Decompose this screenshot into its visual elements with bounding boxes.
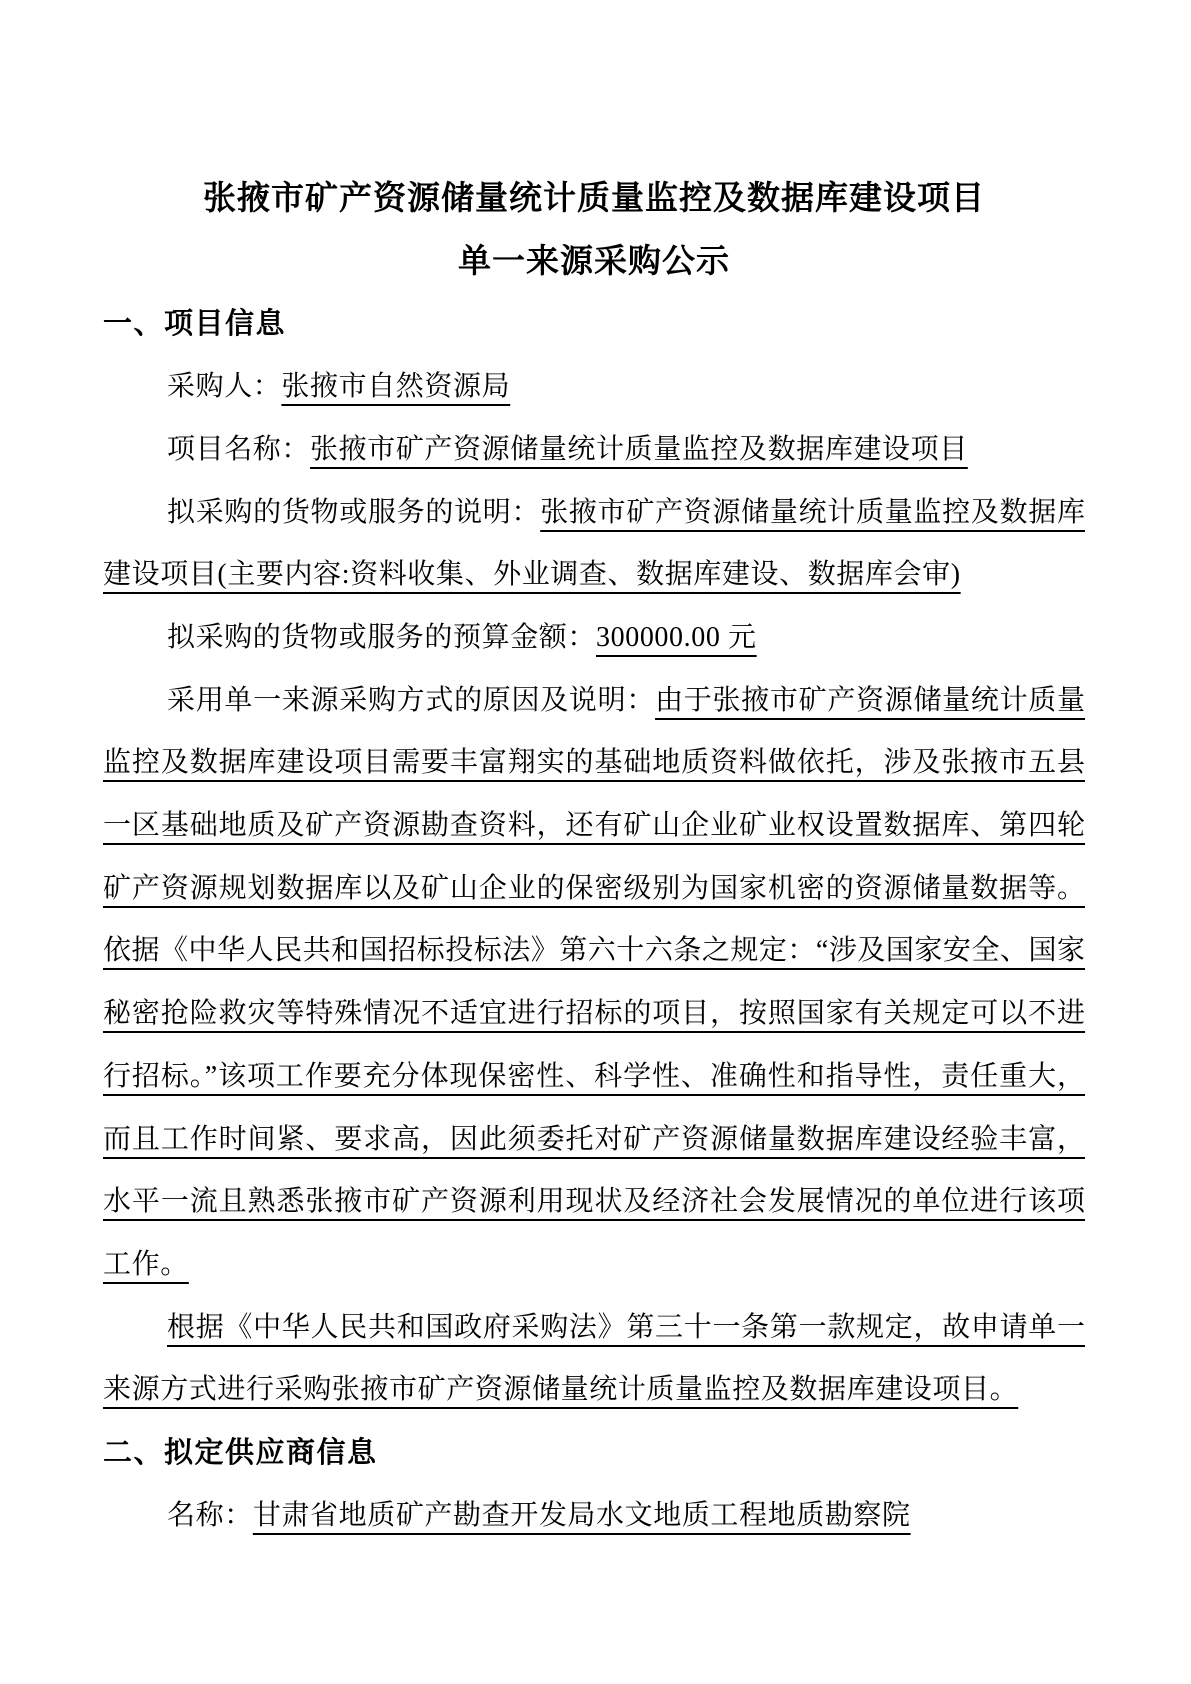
- reason-line-4: [103, 866, 1085, 912]
- reason-line-7: [103, 1054, 1085, 1100]
- reason-line-2-value: 监控及数据库建设项目需要丰富翔实的基础地质资料做依托，涉及张掖市五县: [103, 747, 1085, 779]
- supplier-name-line: [103, 1493, 1085, 1539]
- budget-line-value: 300000.00 元: [596, 621, 757, 653]
- project-name-line: [103, 427, 1085, 473]
- reason-line-1-label: 采用单一来源采购方式的原因及说明：: [167, 684, 656, 716]
- reason-line-1-value: 由于张掖市矿产资源储量统计质量: [655, 684, 1085, 716]
- reason-line-7-value: 行招标。”该项工作要充分体现保密性、科学性、准确性和指导性，责任重大，: [103, 1060, 1085, 1092]
- goods-description-line-2-value: 建设项目(主要内容:资料收集、外业调查、数据库建设、数据库会审): [103, 559, 961, 591]
- project-name-line-label: 项目名称：: [167, 433, 311, 465]
- reason-line-9-value: 水平一流且熟悉张掖市矿产资源利用现状及经济社会发展情况的单位进行该项: [103, 1186, 1085, 1218]
- section-1-heading: [103, 301, 1085, 347]
- reason-line-8: [103, 1117, 1085, 1163]
- legal-basis-line-1: [103, 1305, 1085, 1351]
- reason-line-6-value: 秘密抢险救灾等特殊情况不适宜进行招标的项目，按照国家有关规定可以不进: [103, 998, 1085, 1030]
- goods-description-line-2: [103, 552, 1085, 598]
- goods-description-line-1: [103, 490, 1085, 536]
- purchaser-line-label: 采购人：: [167, 371, 282, 403]
- reason-line-2: [103, 740, 1085, 786]
- budget-line-label: 拟采购的货物或服务的预算金额：: [167, 621, 597, 653]
- goods-description-line-1-value: 张掖市矿产资源储量统计质量监控及数据库: [540, 496, 1085, 528]
- legal-basis-line-2: [103, 1367, 1085, 1413]
- supplier-name-line-label: 名称：: [167, 1499, 253, 1531]
- reason-line-10-value: 工作。: [103, 1248, 189, 1280]
- doc-subtitle: [103, 239, 1085, 285]
- reason-line-4-value: 矿产资源规划数据库以及矿山企业的保密级别为国家机密的资源储量数据等。: [103, 872, 1085, 904]
- section-2-heading-label: 二、拟定供应商信息: [103, 1437, 378, 1469]
- reason-line-5: [103, 928, 1085, 974]
- reason-line-9: [103, 1179, 1085, 1225]
- purchaser-line-value: 张掖市自然资源局: [281, 371, 511, 403]
- doc-subtitle-label: 单一来源采购公示: [458, 243, 730, 280]
- section-2-heading: [103, 1430, 1085, 1476]
- reason-line-8-value: 而且工作时间紧、要求高，因此须委托对矿产资源储量数据库建设经验丰富，: [103, 1123, 1085, 1155]
- reason-line-5-value: 依据《中华人民共和国招标投标法》第六十六条之规定：“涉及国家安全、国家: [103, 935, 1085, 967]
- budget-line: [103, 615, 1085, 661]
- doc-title: [103, 176, 1085, 222]
- legal-basis-line-2-value: 来源方式进行采购张掖市矿产资源储量统计质量监控及数据库建设项目。: [103, 1374, 1019, 1406]
- supplier-name-line-value: 甘肃省地质矿产勘查开发局水文地质工程地质勘察院: [252, 1499, 911, 1531]
- reason-line-6: [103, 991, 1085, 1037]
- reason-line-10: [103, 1242, 1085, 1288]
- reason-line-3-value: 一区基础地质及矿产资源勘查资料，还有矿山企业矿业权设置数据库、第四轮: [103, 810, 1085, 841]
- purchaser-line: [103, 364, 1085, 410]
- project-name-line-value: 张掖市矿产资源储量统计质量监控及数据库建设项目: [310, 433, 968, 465]
- section-1-heading-label: 一、项目信息: [103, 308, 287, 341]
- legal-basis-line-1-value: 根据《中华人民共和国政府采购法》第三十一条第一款规定，故申请单一: [167, 1311, 1085, 1343]
- reason-line-1: [103, 678, 1085, 724]
- doc-title-label: 张掖市矿产资源储量统计质量监控及数据库建设项目: [203, 181, 985, 217]
- reason-line-3: [103, 803, 1085, 849]
- goods-description-line-1-label: 拟采购的货物或服务的说明：: [167, 496, 541, 528]
